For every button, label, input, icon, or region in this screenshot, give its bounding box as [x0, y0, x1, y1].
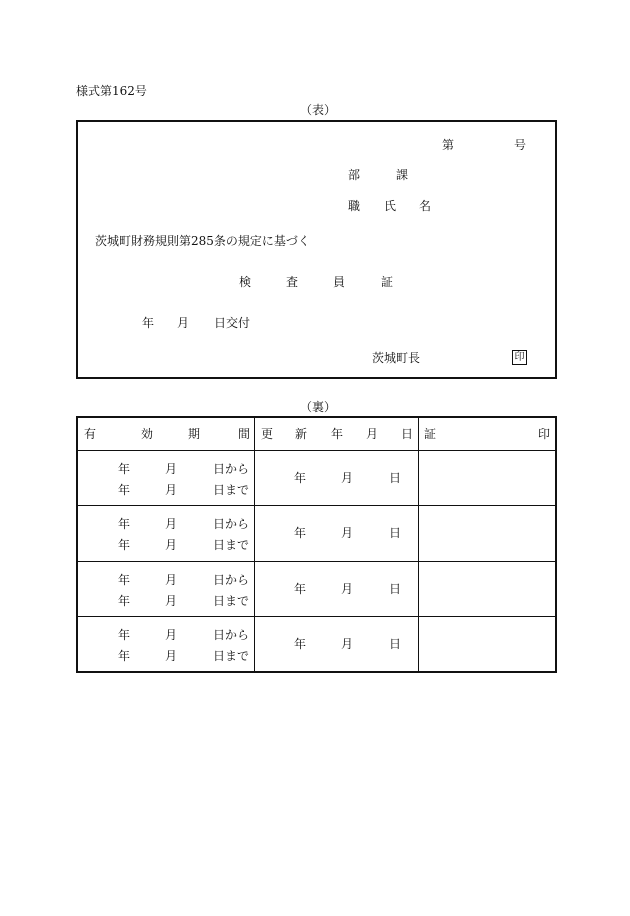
- front-caption: （表）: [300, 103, 337, 117]
- row-divider: [77, 505, 556, 506]
- to-year: 年: [118, 594, 131, 608]
- title-char: 査: [286, 275, 299, 289]
- header-char: 日: [401, 427, 414, 441]
- row-divider: [77, 561, 556, 562]
- title-char: 証: [381, 275, 394, 289]
- to-month: 月: [165, 538, 178, 552]
- to-month: 月: [165, 594, 178, 608]
- to-day: 日まで: [213, 649, 250, 663]
- row-divider: [77, 616, 556, 617]
- to-year: 年: [118, 649, 131, 663]
- renewal-month: 月: [341, 471, 354, 485]
- column-divider: [254, 417, 255, 672]
- renewal-month: 月: [341, 526, 354, 540]
- to-day: 日まで: [213, 483, 250, 497]
- from-day: 日から: [213, 573, 250, 587]
- renewal-month: 月: [341, 637, 354, 651]
- header-char: 印: [538, 427, 551, 441]
- from-year: 年: [118, 628, 131, 642]
- renewal-year: 年: [294, 582, 307, 596]
- row-divider: [77, 450, 556, 451]
- from-day: 日から: [213, 628, 250, 642]
- from-day: 日から: [213, 462, 250, 476]
- seal-icon: 印: [512, 350, 527, 365]
- from-month: 月: [165, 628, 178, 642]
- header-char: 効: [141, 427, 154, 441]
- to-year: 年: [118, 483, 131, 497]
- header-char: 間: [238, 427, 251, 441]
- column-divider: [418, 417, 419, 672]
- name-label-1: 氏: [384, 199, 397, 213]
- header-char: 更: [261, 427, 274, 441]
- title-char: 検: [239, 275, 252, 289]
- to-day: 日まで: [213, 538, 250, 552]
- to-month: 月: [165, 649, 178, 663]
- position-label: 職: [348, 199, 361, 213]
- from-year: 年: [118, 517, 131, 531]
- to-day: 日まで: [213, 594, 250, 608]
- from-year: 年: [118, 462, 131, 476]
- name-label-2: 名: [419, 199, 432, 213]
- from-month: 月: [165, 573, 178, 587]
- back-table: [76, 416, 557, 673]
- header-char: 月: [366, 427, 379, 441]
- number-prefix: 第: [442, 138, 455, 152]
- section-label: 課: [396, 168, 409, 182]
- basis-text: 茨城町財務規則第285条の規定に基づく: [95, 234, 310, 248]
- header-char: 新: [295, 427, 308, 441]
- renewal-year: 年: [294, 471, 307, 485]
- renewal-year: 年: [294, 526, 307, 540]
- issue-day: 日交付: [214, 316, 251, 330]
- header-char: 有: [84, 427, 97, 441]
- number-suffix: 号: [514, 138, 527, 152]
- renewal-day: 日: [389, 637, 402, 651]
- dept-label: 部: [348, 168, 361, 182]
- to-month: 月: [165, 483, 178, 497]
- header-char: 期: [188, 427, 201, 441]
- renewal-month: 月: [341, 582, 354, 596]
- front-card: [76, 120, 557, 379]
- from-month: 月: [165, 517, 178, 531]
- back-caption: （裏）: [300, 400, 337, 414]
- renewal-day: 日: [389, 526, 402, 540]
- from-day: 日から: [213, 517, 250, 531]
- renewal-day: 日: [389, 471, 402, 485]
- issuer: 茨城町長: [372, 351, 421, 365]
- title-char: 員: [333, 275, 346, 289]
- from-year: 年: [118, 573, 131, 587]
- issue-year: 年: [142, 316, 155, 330]
- header-char: 証: [424, 427, 437, 441]
- renewal-year: 年: [294, 637, 307, 651]
- form-number: 様式第162号: [76, 84, 147, 98]
- from-month: 月: [165, 462, 178, 476]
- to-year: 年: [118, 538, 131, 552]
- renewal-day: 日: [389, 582, 402, 596]
- header-char: 年: [331, 427, 344, 441]
- issue-month: 月: [177, 316, 190, 330]
